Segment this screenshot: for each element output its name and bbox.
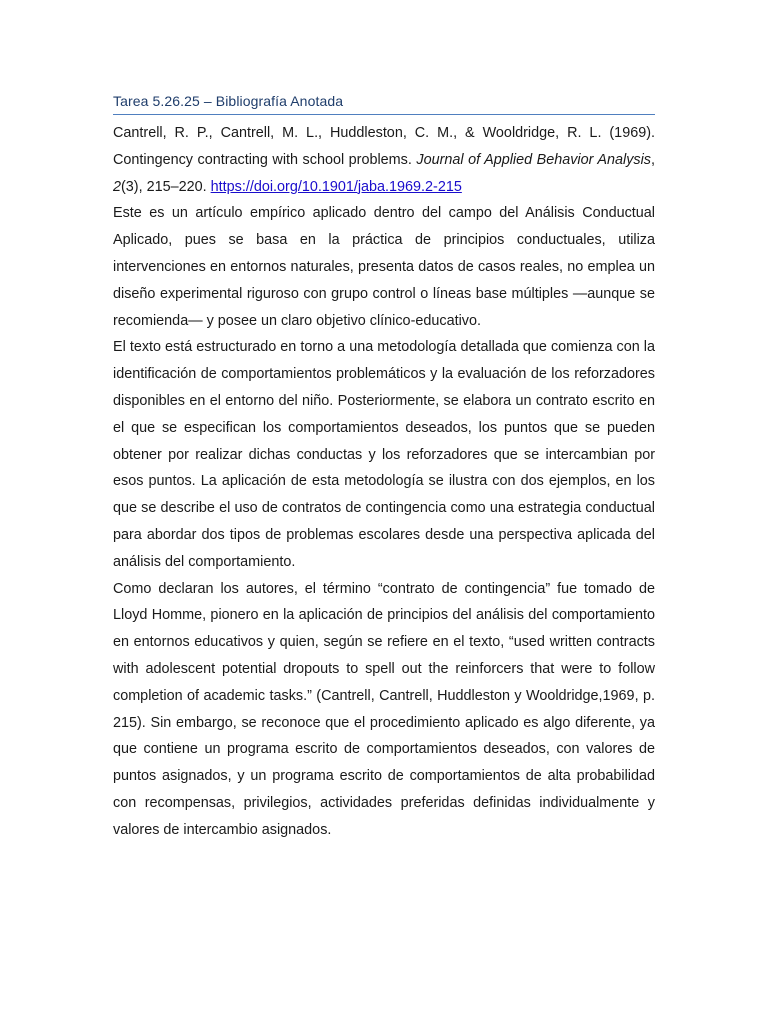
document-page: [113, 88, 655, 844]
annotation-paragraph-3: Como declaran los autores, el término “contrato de contingencia” fue tomado de Lloyd Homme, pionero en la aplicación de principios del análisis del comportamiento en entornos educativos y quien, según se refiere en el texto, “used written contracts with adolescent potential dropouts to spell out the reinforcers that were to follow completion of academic tasks.” (Cantrell, Cantrell, Huddleston y Wooldridge,1969, p. 215). Sin embargo, se reconoce que el procedimiento aplicado es algo diferente, ya que contiene un programa escrito de comportamientos deseados, con valores de puntos asignados, y un programa escrito de comportamientos de alta probabilidad con recompensas, privilegios, actividades preferidas definidas individualmente y valores de intercambio asignados.: [113, 580, 655, 838]
annotation-paragraph-1: Este es un artículo empírico aplicado dentro del campo del Análisis Conductual Aplicado, pues se basa en la práctica de principios conductuales, utiliza intervenciones en entornos naturales, presenta datos de casos reales, no emplea un diseño experimental riguroso con grupo control o líneas base múltiples —aunque se recomienda— y posee un claro objetivo clínico-educativo.: [113, 205, 655, 329]
citation-separator: ,: [651, 151, 655, 168]
annotation-paragraph-2: El texto está estructurado en torno a una metodología detallada que comienza con la identificación de comportamientos problemáticos y la evaluación de los reforzadores disponibles en el entorno del niño. Posteriormente, se elabora un contrato escrito en el que se especifican los comportamientos deseados, los puntos que se pueden obtener por realizar dichas conductas y los reforzadores que se intercambian por esos puntos. La aplicación de esta metodología se ilustra con dos ejemplos, en los que se describe el uso de contratos de contingencia como una estrategia conductual para abordar dos tipos de problemas escolares desde una perspectiva aplicada del análisis del comportamiento.: [113, 339, 655, 570]
citation-issue-pages: (3), 215–220.: [121, 178, 207, 195]
citation-article-title: Contingency contracting with school problems.: [113, 151, 412, 168]
doi-link[interactable]: https://doi.org/10.1901/jaba.1969.2-215: [210, 178, 462, 195]
citation-authors-year: Cantrell, R. P., Cantrell, M. L., Huddleston, C. M., & Wooldridge, R. L. (1969).: [113, 125, 655, 141]
citation-reference: [113, 120, 655, 200]
document-title: Tarea 5.26.25 – Bibliografía Anotada: [113, 88, 655, 115]
citation-journal: Journal of Applied Behavior Analysis: [416, 151, 651, 168]
citation-volume: 2: [113, 178, 122, 195]
